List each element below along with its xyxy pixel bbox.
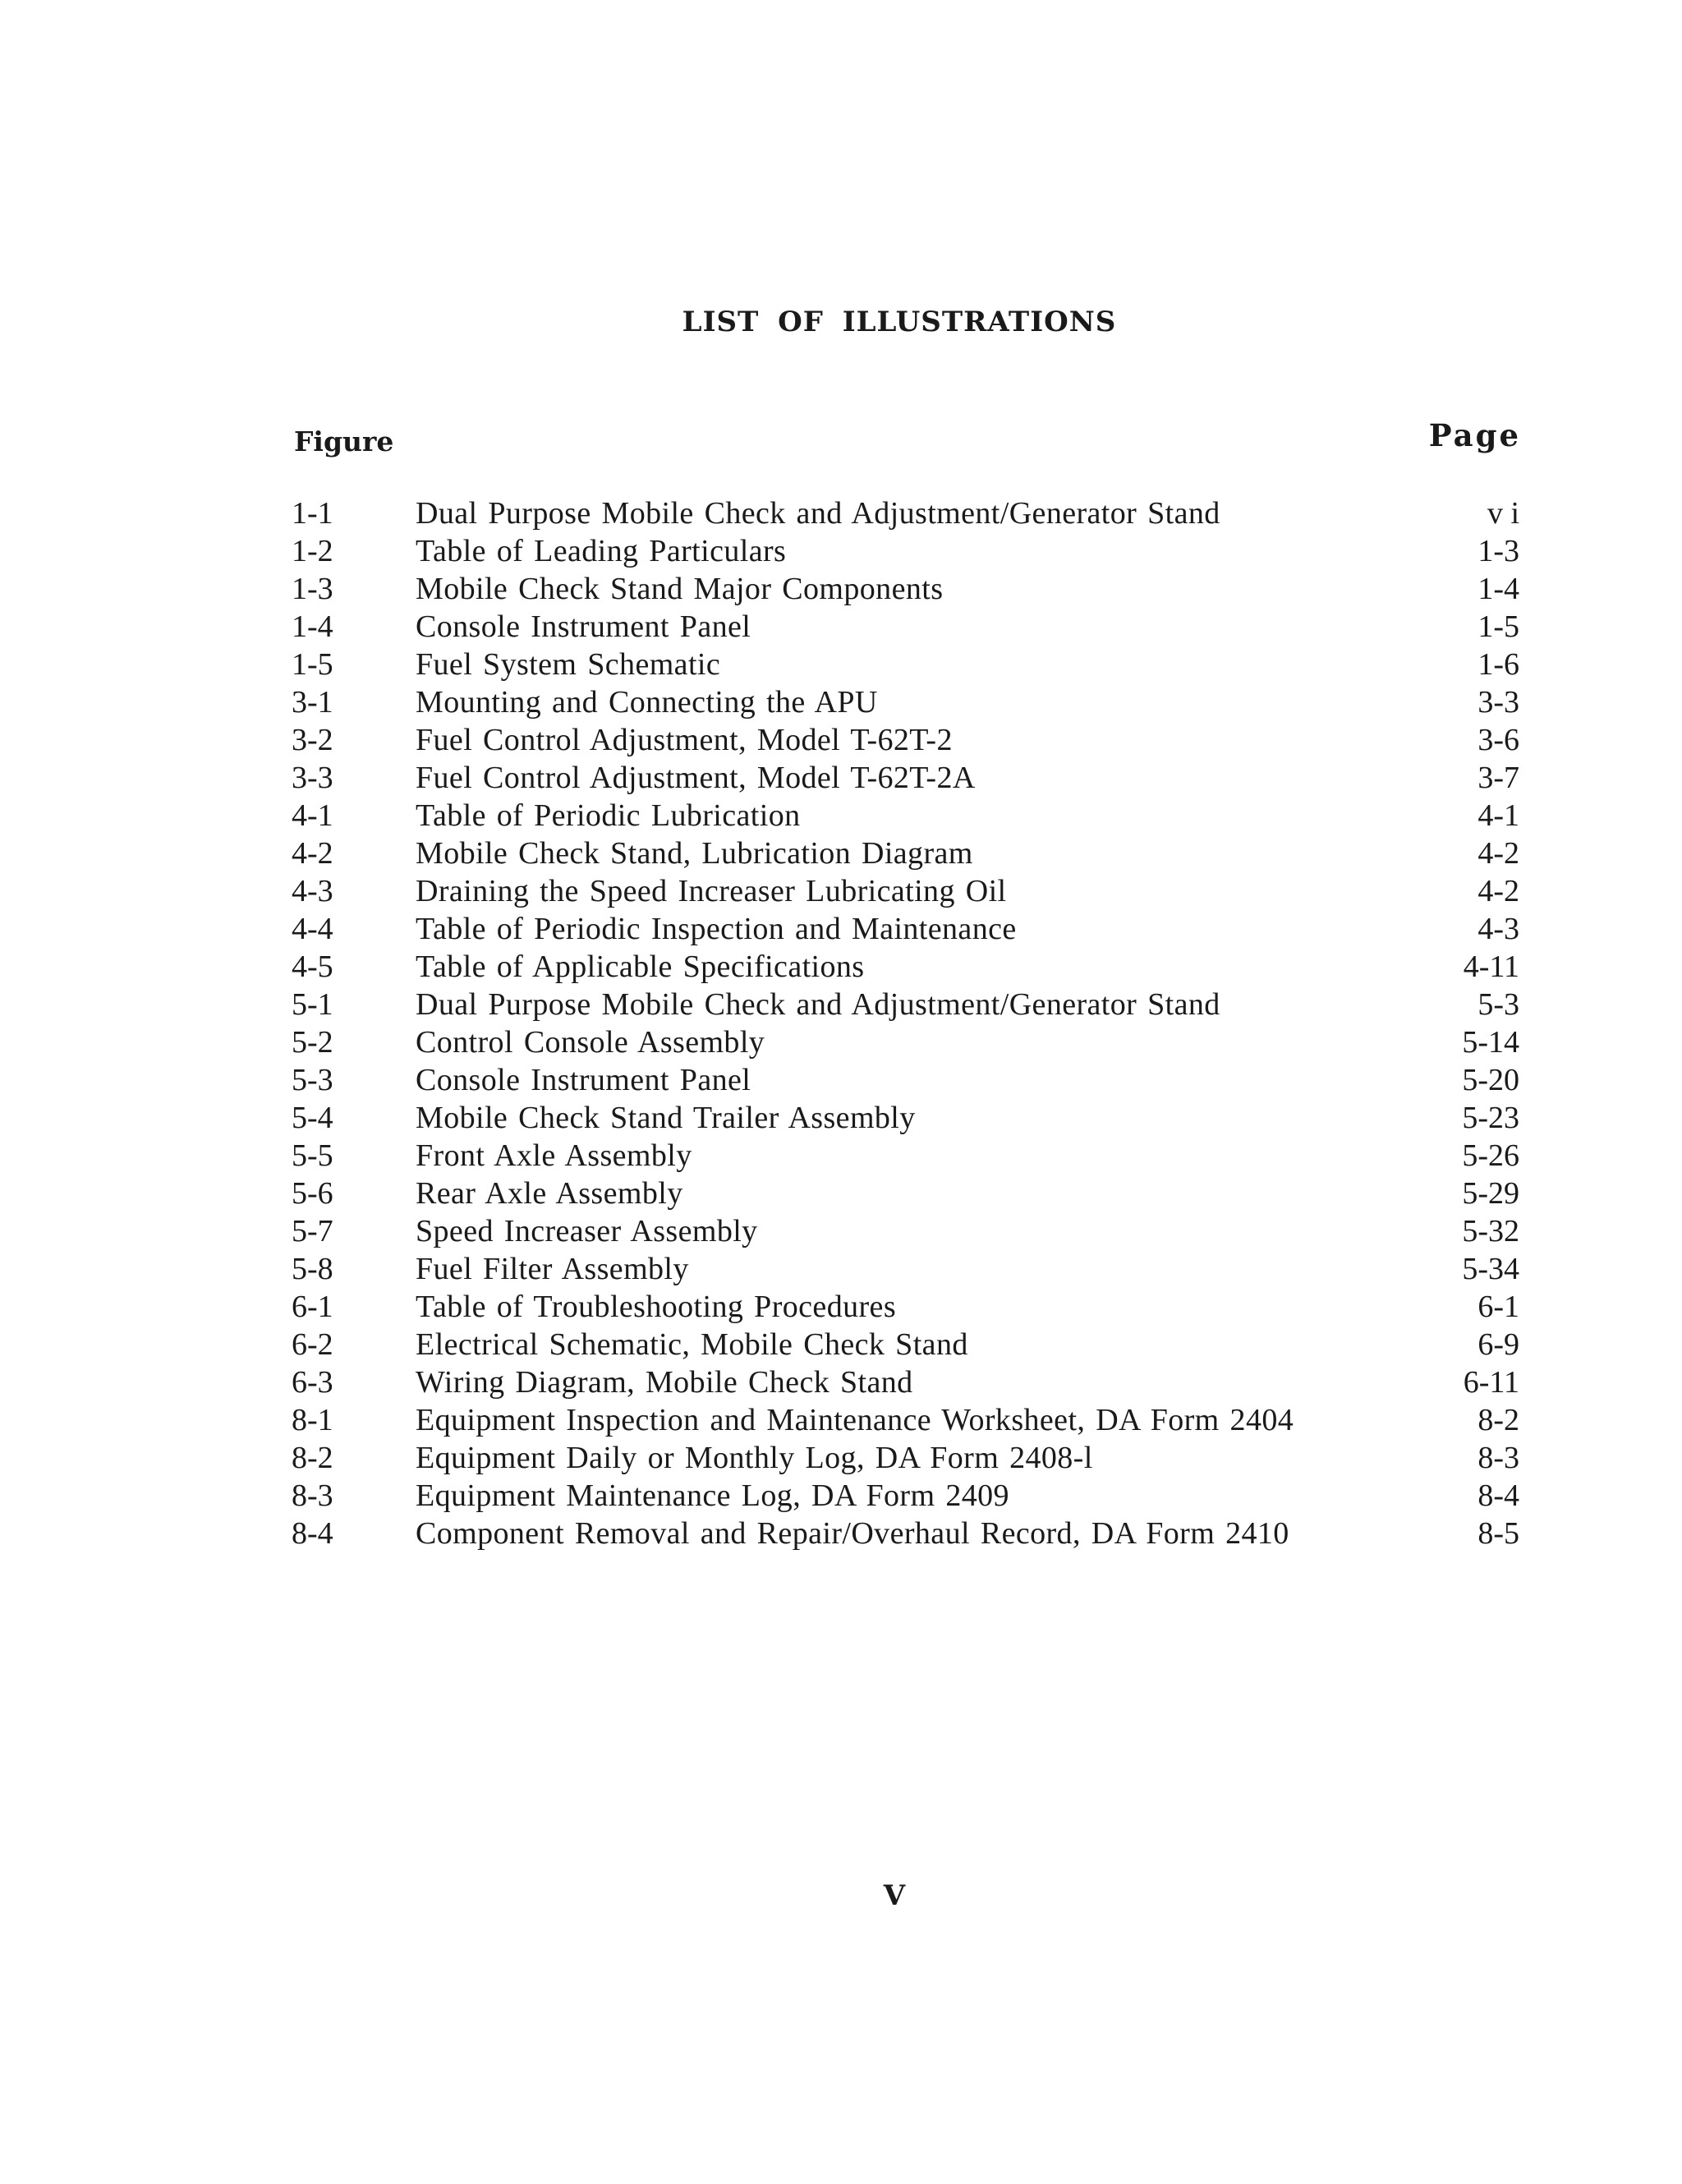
figure-title: Console Instrument Panel bbox=[416, 609, 751, 644]
page-reference: 4-11 bbox=[1463, 949, 1519, 984]
figure-number: 1-4 bbox=[292, 609, 333, 644]
illustrations-list bbox=[0, 494, 1682, 1552]
figure-title: Dual Purpose Mobile Check and Adjustment/Generator Stand bbox=[416, 496, 1220, 531]
list-item bbox=[0, 1288, 1682, 1326]
page-reference: 1-5 bbox=[1477, 609, 1519, 644]
list-item bbox=[0, 1099, 1682, 1137]
page-title: LIST OF ILLUSTRATIONS bbox=[682, 306, 1117, 338]
figure-number: 8-3 bbox=[292, 1478, 333, 1513]
page-reference: 1-6 bbox=[1477, 647, 1519, 682]
figure-title: Draining the Speed Increaser Lubricating Oil bbox=[416, 874, 1007, 908]
page-reference: 4-2 bbox=[1477, 874, 1519, 908]
list-item bbox=[0, 532, 1682, 570]
list-item bbox=[0, 1326, 1682, 1363]
figure-number: 5-1 bbox=[292, 987, 333, 1022]
figure-title: Equipment Daily or Monthly Log, DA Form 2408-l bbox=[416, 1441, 1093, 1475]
list-item bbox=[0, 1401, 1682, 1439]
figure-number: 5-7 bbox=[292, 1214, 333, 1248]
page-reference: 8-3 bbox=[1477, 1441, 1519, 1475]
list-item bbox=[0, 608, 1682, 646]
page-reference: 8-4 bbox=[1477, 1478, 1519, 1513]
figure-title: Table of Periodic Lubrication bbox=[416, 798, 801, 833]
figure-number: 4-2 bbox=[292, 836, 333, 871]
figure-title: Fuel Control Adjustment, Model T-62T-2A bbox=[416, 761, 976, 795]
list-item bbox=[0, 1477, 1682, 1515]
page-reference: 4-3 bbox=[1477, 912, 1519, 946]
figure-number: 4-3 bbox=[292, 874, 333, 908]
figure-title: Mounting and Connecting the APU bbox=[416, 685, 878, 720]
page-reference: 4-1 bbox=[1477, 798, 1519, 833]
figure-number: 6-1 bbox=[292, 1290, 333, 1324]
page-reference: 5-32 bbox=[1462, 1214, 1519, 1248]
figure-title: Console Instrument Panel bbox=[416, 1063, 751, 1097]
list-item bbox=[0, 835, 1682, 872]
figure-number: 1-1 bbox=[292, 496, 333, 531]
list-item bbox=[0, 910, 1682, 948]
figure-title: Control Console Assembly bbox=[416, 1025, 765, 1060]
list-item bbox=[0, 494, 1682, 532]
page-reference: v i bbox=[1487, 496, 1519, 531]
page-reference: 1-4 bbox=[1477, 572, 1519, 606]
figure-number: 6-3 bbox=[292, 1365, 333, 1400]
figure-title: Equipment Inspection and Maintenance Worksheet, DA Form 2404 bbox=[416, 1403, 1294, 1437]
page-reference: 5-3 bbox=[1477, 987, 1519, 1022]
page-reference: 5-20 bbox=[1462, 1063, 1519, 1097]
list-item bbox=[0, 872, 1682, 910]
figure-title: Electrical Schematic, Mobile Check Stand bbox=[416, 1327, 968, 1362]
page-reference: 3-6 bbox=[1477, 723, 1519, 757]
figure-title: Fuel Filter Assembly bbox=[416, 1252, 689, 1286]
figure-number: 8-1 bbox=[292, 1403, 333, 1437]
figure-number: 1-3 bbox=[292, 572, 333, 606]
list-item bbox=[0, 1023, 1682, 1061]
list-item bbox=[0, 646, 1682, 683]
figure-title: Fuel Control Adjustment, Model T-62T-2 bbox=[416, 723, 953, 757]
list-item bbox=[0, 570, 1682, 608]
page-number: V bbox=[883, 1879, 906, 1912]
list-item bbox=[0, 986, 1682, 1023]
figure-number: 5-3 bbox=[292, 1063, 333, 1097]
figure-title: Mobile Check Stand Trailer Assembly bbox=[416, 1101, 916, 1135]
page-reference: 5-34 bbox=[1462, 1252, 1519, 1286]
figure-title: Rear Axle Assembly bbox=[416, 1176, 683, 1211]
figure-number: 5-5 bbox=[292, 1138, 333, 1173]
list-item bbox=[0, 1061, 1682, 1099]
figure-number: 8-4 bbox=[292, 1516, 333, 1551]
figure-number: 1-5 bbox=[292, 647, 333, 682]
list-item bbox=[0, 1515, 1682, 1552]
page-column-header: Page bbox=[1428, 417, 1521, 453]
list-item bbox=[0, 1137, 1682, 1175]
figure-number: 3-3 bbox=[292, 761, 333, 795]
page-reference: 3-3 bbox=[1477, 685, 1519, 720]
list-item bbox=[0, 759, 1682, 797]
page-reference: 6-11 bbox=[1463, 1365, 1519, 1400]
figure-number: 5-2 bbox=[292, 1025, 333, 1060]
figure-title: Dual Purpose Mobile Check and Adjustment/Generator Stand bbox=[416, 987, 1220, 1022]
figure-title: Fuel System Schematic bbox=[416, 647, 721, 682]
page-reference: 6-1 bbox=[1477, 1290, 1519, 1324]
figure-title: Speed Increaser Assembly bbox=[416, 1214, 758, 1248]
figure-title: Front Axle Assembly bbox=[416, 1138, 692, 1173]
page-reference: 8-2 bbox=[1477, 1403, 1519, 1437]
figure-title: Component Removal and Repair/Overhaul Record, DA Form 2410 bbox=[416, 1516, 1289, 1551]
page-reference: 8-5 bbox=[1477, 1516, 1519, 1551]
figure-number: 4-4 bbox=[292, 912, 333, 946]
figure-number: 5-8 bbox=[292, 1252, 333, 1286]
list-item bbox=[0, 797, 1682, 835]
figure-title: Mobile Check Stand, Lubrication Diagram bbox=[416, 836, 973, 871]
figure-number: 1-2 bbox=[292, 534, 333, 568]
figure-title: Table of Periodic Inspection and Maintenance bbox=[416, 912, 1017, 946]
figure-title: Table of Troubleshooting Procedures bbox=[416, 1290, 897, 1324]
figure-number: 3-2 bbox=[292, 723, 333, 757]
list-item bbox=[0, 721, 1682, 759]
figure-title: Wiring Diagram, Mobile Check Stand bbox=[416, 1365, 913, 1400]
figure-title: Mobile Check Stand Major Components bbox=[416, 572, 944, 606]
list-item bbox=[0, 1363, 1682, 1401]
figure-number: 3-1 bbox=[292, 685, 333, 720]
list-item bbox=[0, 1175, 1682, 1212]
list-item bbox=[0, 1439, 1682, 1477]
list-item bbox=[0, 683, 1682, 721]
list-item bbox=[0, 1212, 1682, 1250]
page-reference: 5-26 bbox=[1462, 1138, 1519, 1173]
page-reference: 1-3 bbox=[1477, 534, 1519, 568]
list-item bbox=[0, 1250, 1682, 1288]
list-item bbox=[0, 948, 1682, 986]
figure-number: 6-2 bbox=[292, 1327, 333, 1362]
page-reference: 5-14 bbox=[1462, 1025, 1519, 1060]
figure-number: 5-6 bbox=[292, 1176, 333, 1211]
page-reference: 4-2 bbox=[1477, 836, 1519, 871]
figure-number: 8-2 bbox=[292, 1441, 333, 1475]
figure-title: Table of Leading Particulars bbox=[416, 534, 787, 568]
page-reference: 6-9 bbox=[1477, 1327, 1519, 1362]
figure-column-header: Figure bbox=[294, 425, 394, 457]
figure-title: Equipment Maintenance Log, DA Form 2409 bbox=[416, 1478, 1009, 1513]
figure-number: 4-5 bbox=[292, 949, 333, 984]
figure-title: Table of Applicable Specifications bbox=[416, 949, 865, 984]
figure-number: 4-1 bbox=[292, 798, 333, 833]
page-reference: 5-29 bbox=[1462, 1176, 1519, 1211]
page-reference: 3-7 bbox=[1477, 761, 1519, 795]
figure-number: 5-4 bbox=[292, 1101, 333, 1135]
page-reference: 5-23 bbox=[1462, 1101, 1519, 1135]
